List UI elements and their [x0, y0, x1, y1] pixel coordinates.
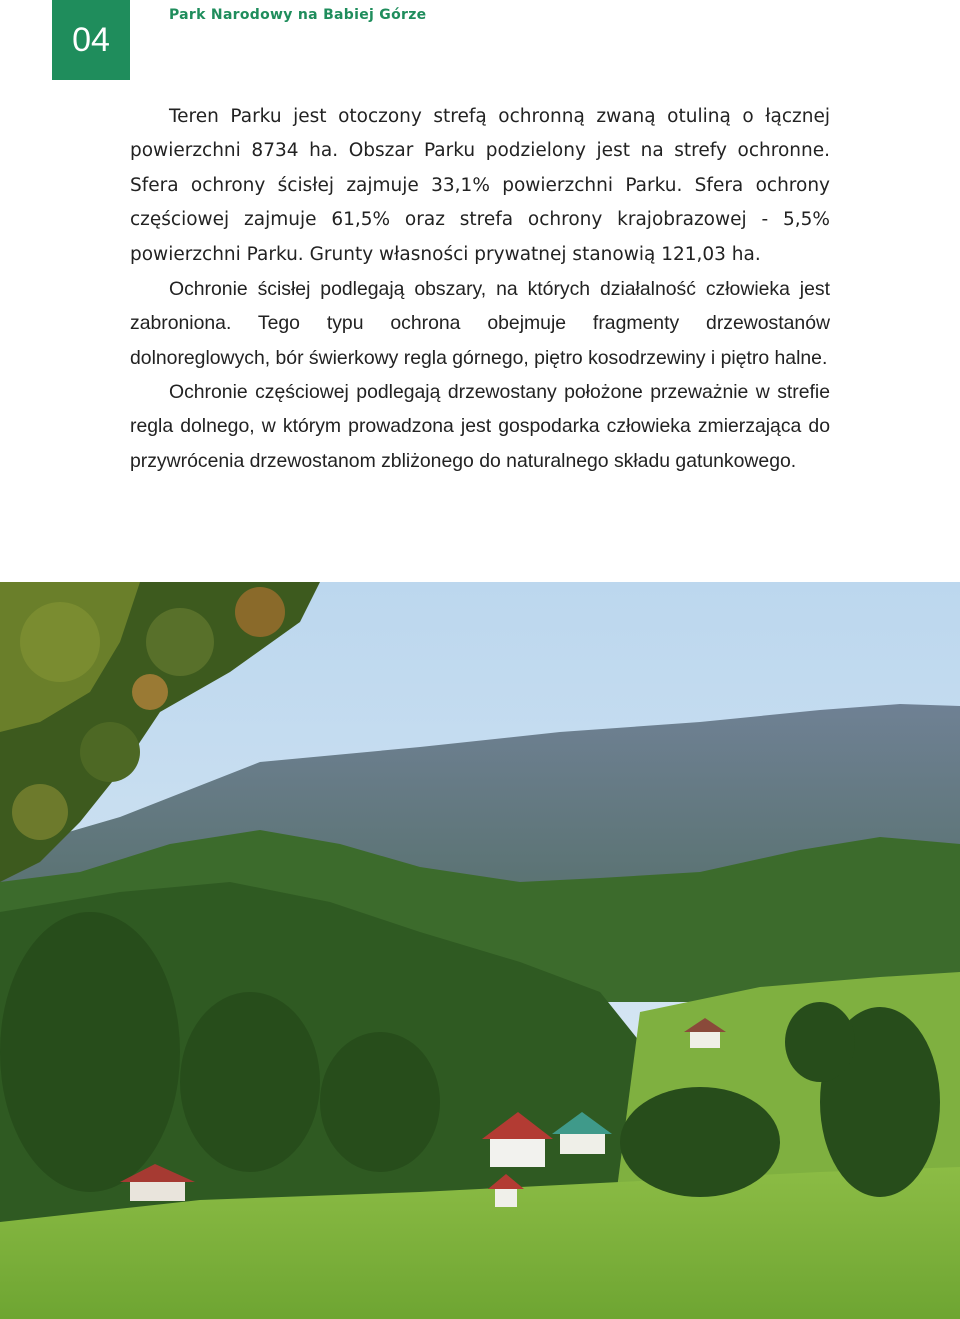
- paragraph-otulina: [130, 100, 830, 272]
- page-number-badge: 04: [52, 0, 130, 80]
- paragraph-ochrona-scisla: [130, 272, 830, 375]
- paragraph-text: Ochronie ścisłej podlegają obszary, na których działalność człowieka jest zabroniona. Tego typu ochrona obejmuje fragmenty drzewostanów dolnoreglowych, bór świerkowy regla górnego, piętro kosodrzewiny i piętro halne.: [130, 278, 830, 369]
- landscape-photo: [0, 582, 960, 1319]
- chapter-title: Park Narodowy na Babiej Górze: [169, 7, 427, 23]
- paragraph-ochrona-czesciowa: [130, 375, 830, 478]
- paragraph-text: Teren Parku jest otoczony strefą ochronną zwaną otuliną o łącznej powierzchni 8734 ha. Obszar Parku podzielony jest na strefy ochronne. Sfera ochrony ścisłej zajmuje 33,1% powierzchni Parku. Sfera ochrony częściowej zajmuje 61,5% oraz strefa ochrony krajobrazowej - 5,5% powierzchni Parku. Grunty własności prywatnej stanowią 121,03 ha.: [130, 106, 830, 265]
- paragraph-text: Ochronie częściowej podlegają drzewostany położone przeważnie w strefie regla dolnego, w którym prowadzona jest gospodarka człowieka zmierzająca do przywrócenia drzewostanom zbliżonego do naturalnego składu gatunkowego.: [130, 381, 830, 472]
